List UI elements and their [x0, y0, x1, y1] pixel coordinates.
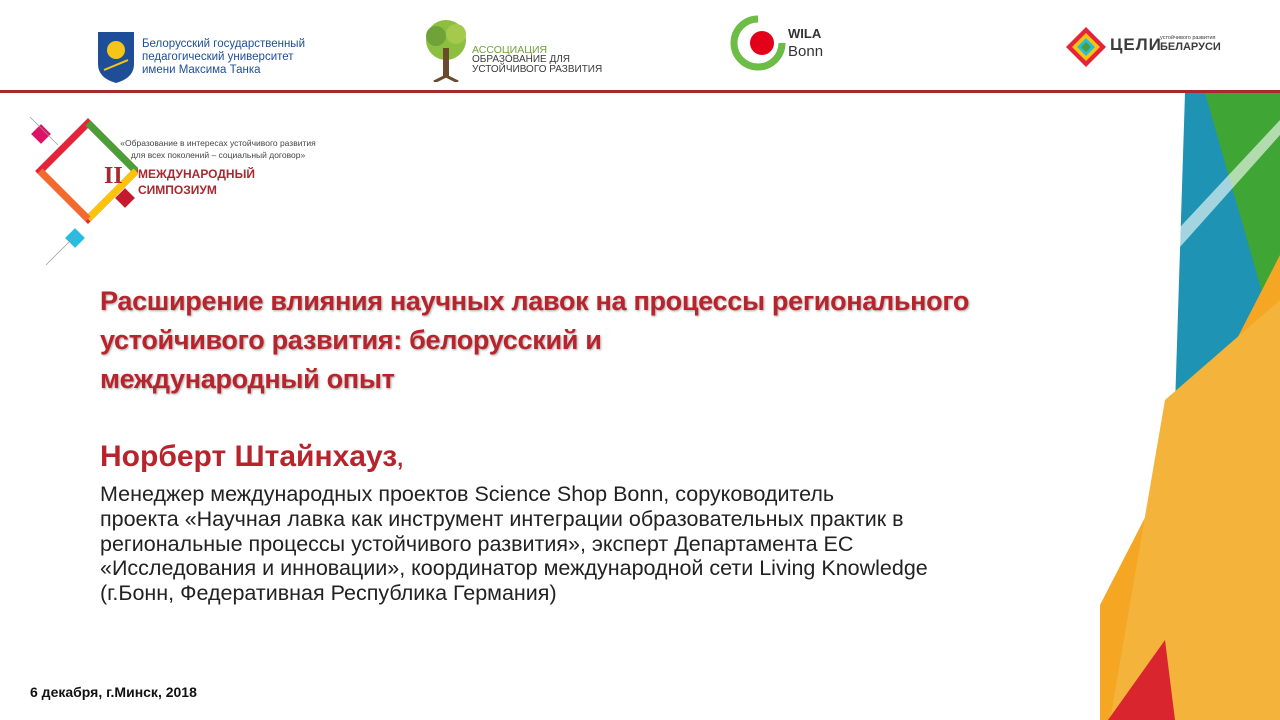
bio-line-2: проекта «Научная лавка как инструмент интеграции образовательных практик в — [100, 506, 904, 531]
bspu-line-2: педагогический университет — [142, 51, 294, 63]
speaker-name-block — [100, 440, 403, 474]
wila-subtitle: Bonn — [788, 43, 824, 60]
bio-line-3: региональные процессы устойчивого развития», эксперт Департамента ЕС — [100, 531, 854, 556]
symposium-line-2: СИМПОЗИУМ — [138, 183, 217, 197]
symposium-tagline-2: для всех поколений – социальный договор» — [130, 150, 306, 160]
speaker-name: Норберт Штайнхауз — [100, 440, 398, 473]
symposium-line-1: МЕЖДУНАРОДНЫЙ — [138, 167, 255, 181]
speaker-bio — [100, 482, 1140, 606]
goals-country: БЕЛАРУСИ — [1160, 41, 1221, 53]
goals-diamond-icon — [1064, 25, 1108, 69]
symposium-number: II — [104, 163, 123, 189]
speaker-name-suffix: , — [397, 446, 404, 471]
tree-icon — [420, 18, 472, 82]
wila-logo — [730, 15, 840, 71]
title-line-1: Расширение влияния научных лавок на процессы регионального — [100, 286, 970, 316]
wila-circle-icon — [730, 15, 786, 71]
bio-line-4: «Исследования и инновации», координатор международной сети Living Knowledge — [100, 556, 928, 581]
symposium-logo — [28, 115, 328, 275]
presentation-title — [100, 282, 1040, 399]
bspu-line-3: имени Максима Танка — [142, 64, 261, 76]
association-line-3: УСТОЙЧИВОГО РАЗВИТИЯ — [472, 64, 603, 75]
title-line-2: устойчивого развития: белорусский и — [100, 325, 602, 355]
bspu-line-1: Белорусский государственный — [142, 38, 305, 50]
footer-date: 6 декабря, г.Минск, 2018 — [30, 684, 197, 700]
goals-small: устойчивого развития — [1160, 35, 1216, 41]
bio-line-5: (г.Бонн, Федеративная Республика Германия) — [100, 581, 557, 606]
symposium-tagline-1: «Образование в интересах устойчивого развития — [120, 138, 316, 148]
bio-line-1: Менеджер международных проектов Science Shop Bonn, соруководитель — [100, 482, 835, 506]
association-line-1: АССОЦИАЦИЯ — [472, 44, 548, 56]
goals-word: ЦЕЛИ — [1110, 35, 1162, 54]
bspu-shield-icon — [96, 30, 136, 84]
bspu-logo — [96, 30, 306, 84]
header-divider — [0, 90, 1280, 93]
title-line-3: международный опыт — [100, 364, 395, 394]
goals-logo — [1064, 25, 1224, 71]
wila-title: WILA — [788, 26, 822, 41]
association-line-2: ОБРАЗОВАНИЕ ДЛЯ — [472, 54, 571, 65]
association-logo — [420, 18, 620, 84]
